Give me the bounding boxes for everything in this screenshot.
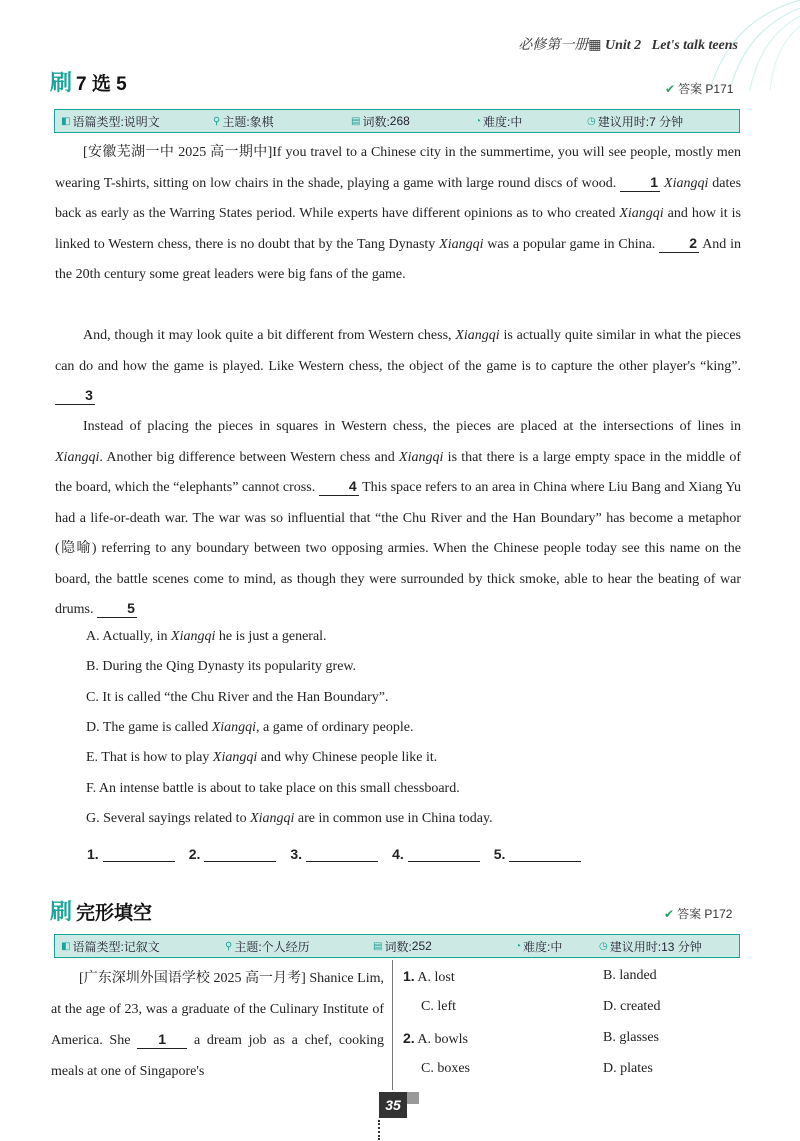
info-label: 词数: <box>384 939 412 954</box>
info-words: 268 <box>389 114 410 128</box>
text: was a popular game in China. <box>483 236 656 252</box>
section1-answer-ref[interactable] <box>665 80 733 97</box>
info-time: 13 分钟 <box>661 939 702 954</box>
option-text: G. Several sayings related to <box>86 810 251 826</box>
answer-slot-4[interactable] <box>392 846 480 862</box>
term: Xiangqi <box>399 449 444 465</box>
text: This space refers to an area in China where Liu Bang and Xiang Yu had a life-or-death war. The war was so influential that “the Chu River and the Han Boundary” has become a metaphor (隐喻) referring to any boundary between two opposing armies. When the Chinese people today see this name on the board, the battle scenes come to mind, as though they were surrounded by thick smoke, able to hear the beating of war drums. <box>55 480 741 617</box>
passage-source: [广东深圳外国语学校 2025 高一月考] <box>79 971 306 986</box>
column-divider <box>392 960 393 1090</box>
info-topic: 个人经历 <box>261 939 310 954</box>
option-b[interactable] <box>86 659 356 675</box>
choice-a[interactable]: A. lost <box>417 970 455 985</box>
question-2-choice-c[interactable]: C. boxes <box>421 1061 470 1076</box>
question-2-choice-b[interactable]: B. glasses <box>603 1030 659 1045</box>
text: Instead of placing the pieces in squares in Western chess, the pieces are placed at the intersections of lines in <box>83 419 741 434</box>
slot-label: 2. <box>188 846 201 862</box>
info-label: 建议用时: <box>597 114 650 129</box>
answer-slot-1[interactable] <box>87 846 175 862</box>
term: Xiangqi <box>619 206 664 221</box>
text: and how it is linked to Western chess, there is no doubt that by the Tang Dynasty <box>55 206 741 252</box>
answer-slot-2[interactable] <box>189 846 277 862</box>
question-2 <box>403 1030 468 1048</box>
text: a dream job as a chef, cooking meals at one of Singapore's <box>51 1033 385 1079</box>
term: Xiangqi <box>55 449 100 465</box>
option-term: Xiangqi <box>211 719 257 735</box>
slot-label: 4. <box>392 846 404 862</box>
info-label: 主题: <box>234 939 262 954</box>
text: is actually quite similar in what the pieces can do and how the game is played. Like Western chess, the object of the game is to capture the other player's “king”. <box>55 328 741 374</box>
option-text: D. The game is called <box>86 719 212 735</box>
question-1-choice-c[interactable]: C. left <box>421 999 456 1014</box>
term: Xiangqi <box>439 236 484 252</box>
section1-title-text: 7 选 5 <box>76 74 127 95</box>
text: is that there is a large empty space in the middle of the board, which the “elephants” cannot cross. <box>55 449 742 495</box>
section1-info-bar <box>54 109 740 133</box>
question-1-choice-b[interactable]: B. landed <box>603 968 657 983</box>
count-icon: ▤ <box>373 940 383 952</box>
slot-label: 5. <box>493 846 506 862</box>
section2-answer-ref[interactable] <box>664 905 732 922</box>
answer-slots <box>87 846 595 862</box>
term: Xiangqi <box>664 175 709 191</box>
info-label: 主题: <box>222 114 250 129</box>
option-text: C. It is called “the Chu River and the Han Boundary”. <box>86 689 389 705</box>
option-a[interactable] <box>86 629 327 645</box>
info-words: 252 <box>411 939 432 953</box>
option-term: Xiangqi <box>212 750 258 766</box>
slot-label: 1. <box>87 846 99 862</box>
choice-a[interactable]: A. bowls <box>417 1032 468 1047</box>
question-number: 1. <box>403 968 415 984</box>
page-edge-dots <box>378 1120 382 1140</box>
passage-paragraph-1 <box>55 138 741 291</box>
section2-title-text: 完形填空 <box>76 903 153 924</box>
clock-icon: ◷ <box>599 940 608 952</box>
blank-5[interactable]: 5 <box>97 599 137 618</box>
text: . Another big difference between Western chess and <box>99 449 400 465</box>
option-d[interactable] <box>86 720 414 736</box>
option-text: , a game of ordinary people. <box>256 719 414 735</box>
info-label: 语篇类型: <box>72 114 124 129</box>
text: And in the 20th century some great leaders were big fans of the game. <box>55 236 742 282</box>
option-text: are in common use in China today. <box>294 810 493 826</box>
option-term: Xiangqi <box>250 810 295 826</box>
count-icon: ▤ <box>351 115 361 127</box>
option-g[interactable] <box>86 811 493 827</box>
info-label: 难度: <box>523 939 551 954</box>
option-text: he is just a general. <box>215 629 327 644</box>
text: Shanice Lim, at the age of 23, was a graduate of the Culinary Institute of America. She <box>51 971 385 1048</box>
check-icon: ✔ <box>665 82 676 96</box>
check-icon: ✔ <box>664 907 675 921</box>
passage-paragraph-3 <box>55 412 741 626</box>
info-time: 7 分钟 <box>649 114 684 129</box>
info-difficulty: 中 <box>550 939 563 954</box>
search-icon: ⚲ <box>225 940 233 952</box>
option-text: F. An intense battle is about to take place on this small chessboard. <box>86 780 460 796</box>
info-label: 难度: <box>483 114 511 129</box>
answer-ref-text: 答案 P172 <box>677 907 733 921</box>
option-e[interactable] <box>86 750 437 766</box>
option-text: B. During the Qing Dynasty its popularity grew. <box>86 659 357 675</box>
question-1 <box>403 968 455 986</box>
search-icon: ⚲ <box>213 115 221 127</box>
info-label: 词数: <box>362 114 390 129</box>
text: And, though it may look quite a bit different from Western chess, <box>83 328 456 343</box>
text: If you travel to a Chinese city in the summertime, you will see people, mostly men wearing T-shirts, sitting on low chairs in the shade, playing a game with large round discs of wood. <box>55 145 741 191</box>
blank-2[interactable]: 2 <box>659 234 699 253</box>
blank-4[interactable]: 4 <box>319 477 359 496</box>
section2-title <box>50 895 152 926</box>
info-topic: 象棋 <box>249 114 274 129</box>
question-2-choice-d[interactable]: D. plates <box>603 1061 653 1076</box>
answer-slot-5[interactable] <box>494 846 582 862</box>
text: dates back as early as the Warring States period. While experts have different opinions as to who created <box>55 175 742 221</box>
slot-label: 3. <box>290 846 303 862</box>
info-difficulty: 中 <box>510 114 523 129</box>
page-header: 必修第一册▦ Unit 2 Let's talk teens <box>518 38 738 53</box>
option-text: and why Chinese people like it. <box>257 750 438 766</box>
option-term: Xiangqi <box>171 629 216 644</box>
cloze-passage <box>51 963 384 1087</box>
option-text: A. Actually, in <box>86 629 172 644</box>
info-label: 语篇类型: <box>72 939 124 954</box>
info-type: 说明文 <box>123 114 160 129</box>
section1-title <box>50 66 127 97</box>
passage-paragraph-2 <box>55 321 741 413</box>
question-number: 2. <box>403 1030 415 1046</box>
option-f[interactable] <box>86 781 460 797</box>
difficulty-icon: ◔ <box>475 115 482 127</box>
page-number-decoration <box>407 1092 419 1104</box>
difficulty-icon: ◔ <box>515 940 522 952</box>
book-icon: ◧ <box>61 115 71 127</box>
cloze-blank-1[interactable]: 1 <box>137 1030 187 1049</box>
answer-ref-text: 答案 P171 <box>678 82 734 96</box>
info-label: 建议用时: <box>609 939 662 954</box>
question-1-choice-d[interactable]: D. created <box>603 999 661 1014</box>
header-unit: Unit 2 <box>604 38 642 53</box>
page-number: 35 <box>379 1092 407 1118</box>
clock-icon: ◷ <box>587 115 596 127</box>
header-title: Let's talk teens <box>651 38 738 53</box>
answer-slot-3[interactable] <box>290 846 378 862</box>
passage-source: [安徽芜湖一中 2025 高一期中] <box>83 145 273 160</box>
blank-1[interactable]: 1 <box>620 173 660 192</box>
header-book: 必修第一册 <box>518 38 589 53</box>
info-type: 记叙文 <box>123 939 160 954</box>
option-c[interactable] <box>86 690 388 706</box>
term: Xiangqi <box>455 328 500 343</box>
book-icon: ◧ <box>61 940 71 952</box>
blank-3[interactable]: 3 <box>55 386 95 405</box>
section2-info-bar <box>54 934 740 958</box>
shua-mark: 刷 <box>50 899 73 924</box>
option-text: E. That is how to play <box>86 750 213 766</box>
shua-mark: 刷 <box>50 70 73 95</box>
